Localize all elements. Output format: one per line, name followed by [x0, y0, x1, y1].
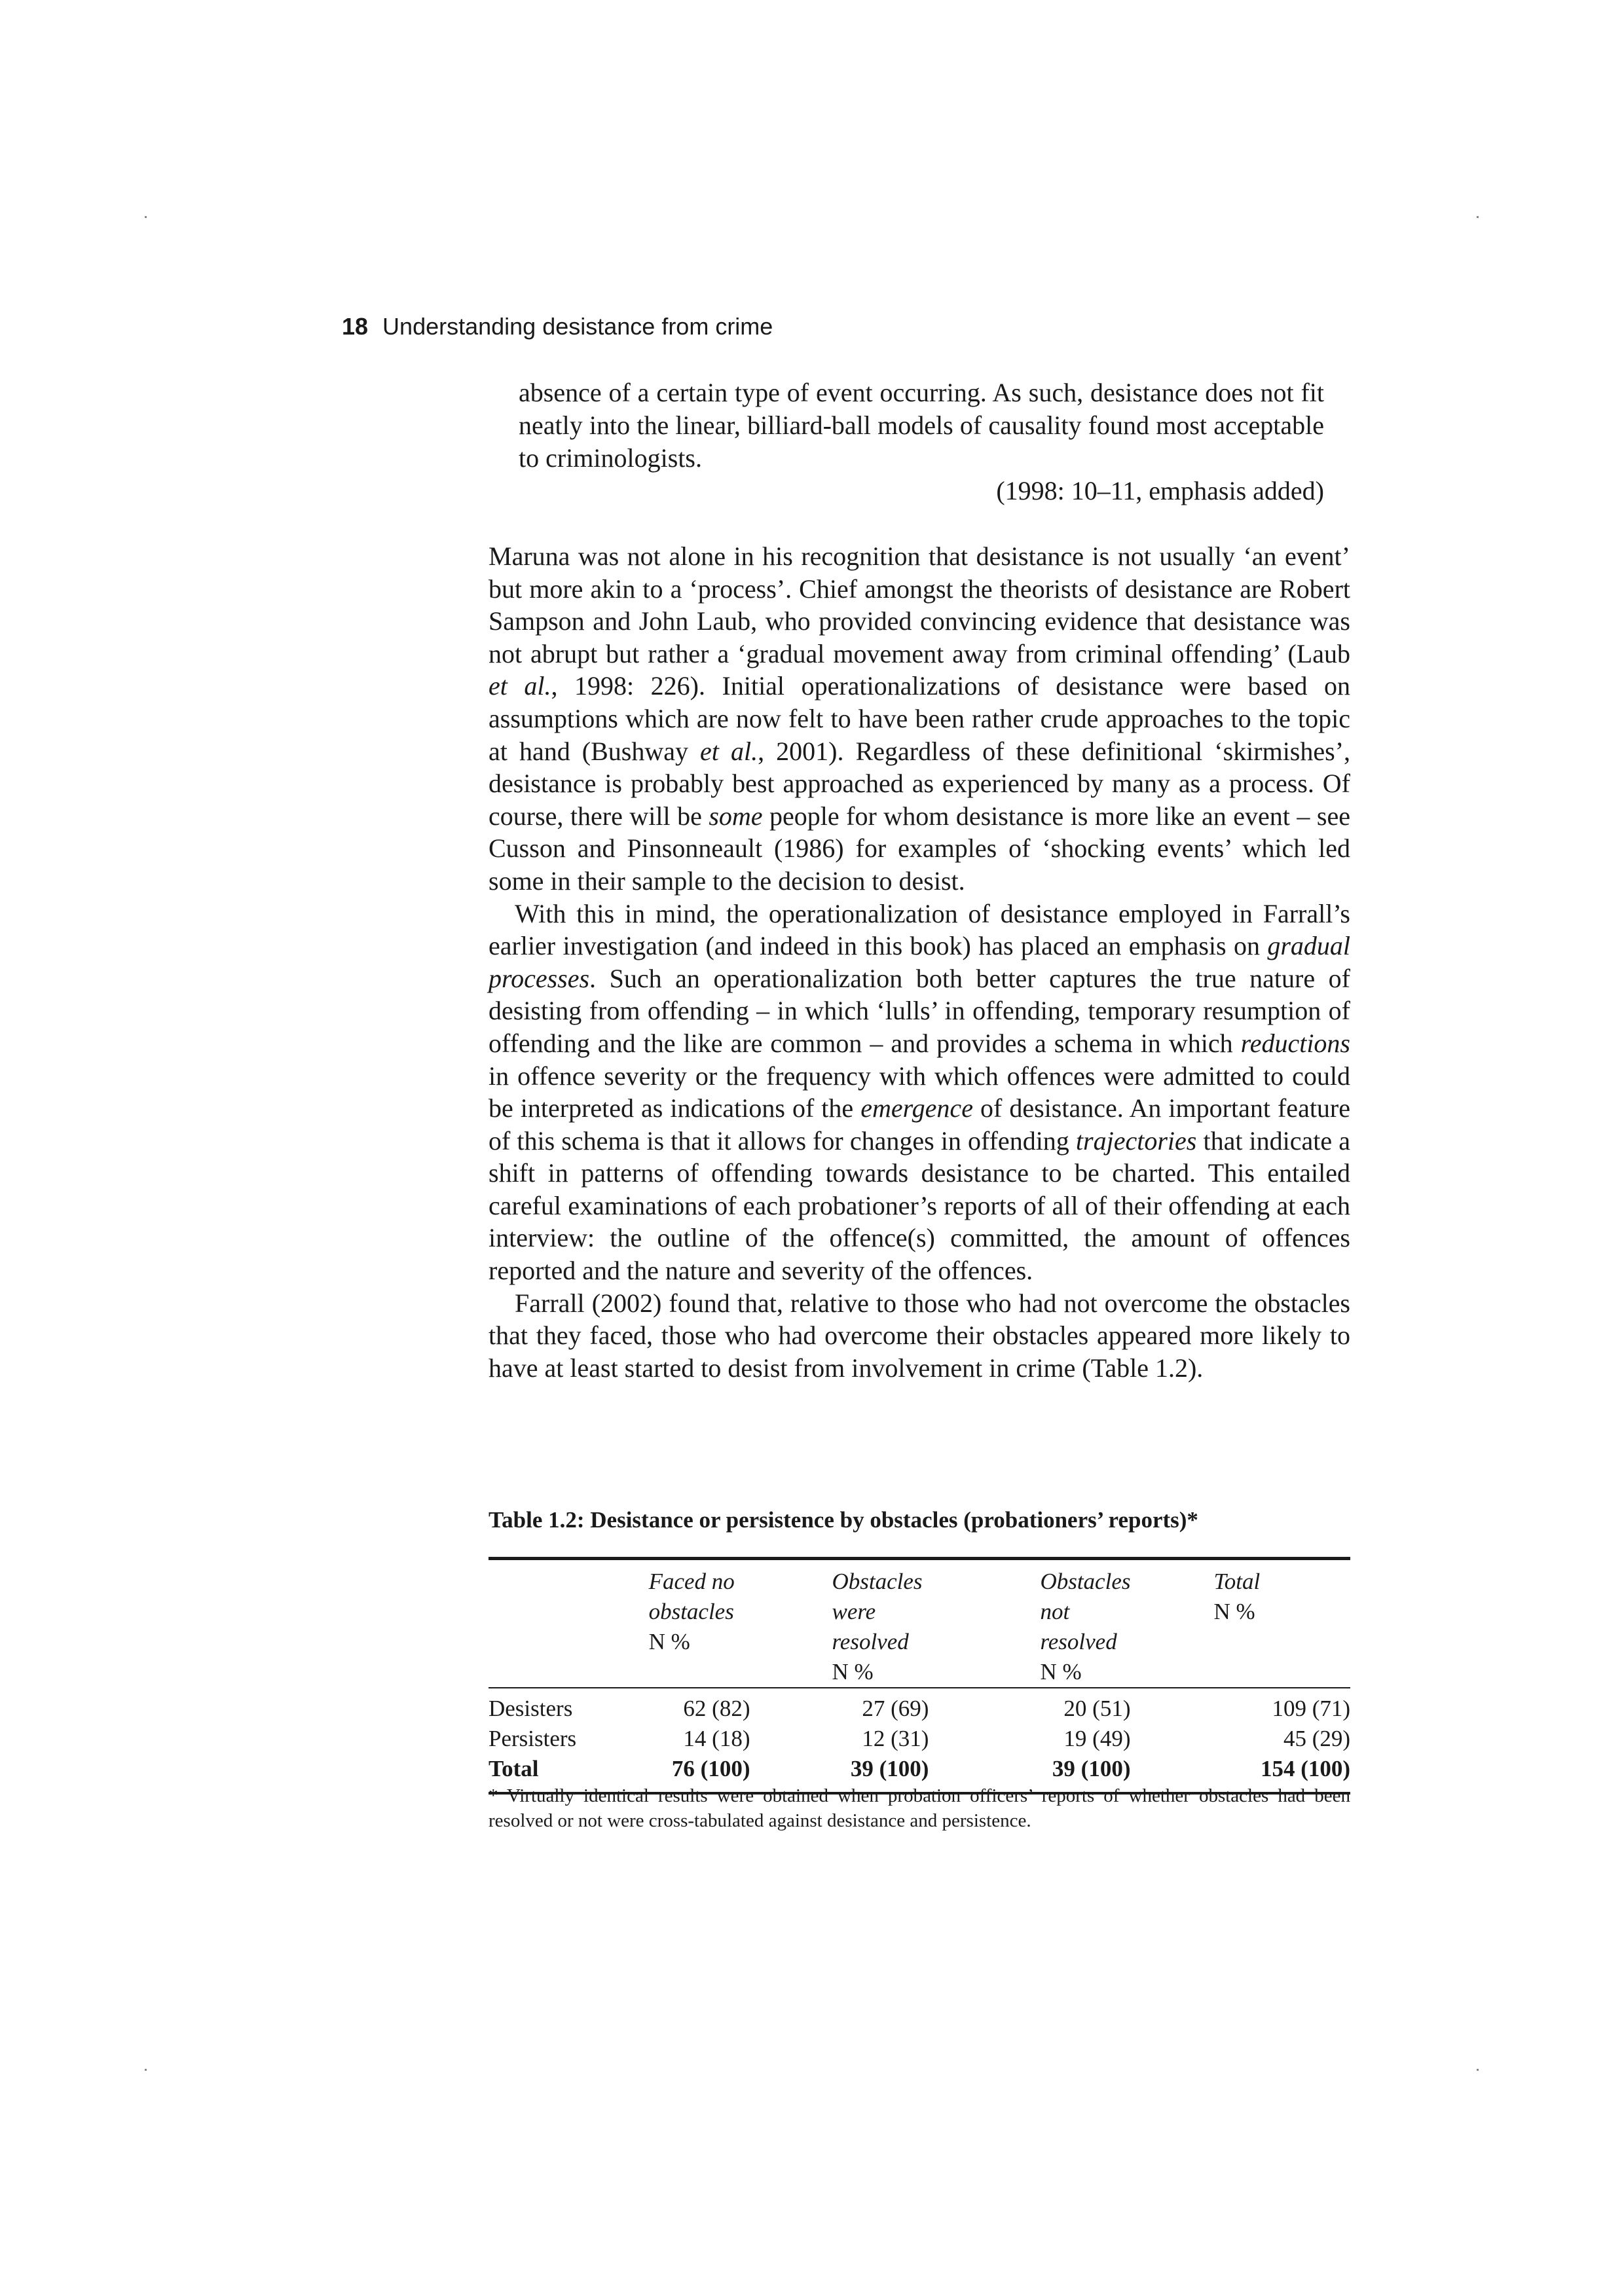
- table-cell: 39 (100): [850, 1756, 929, 1781]
- col-unit: N %: [648, 1629, 690, 1654]
- col-header-line: Faced no: [648, 1569, 735, 1594]
- quote-citation: (1998: 10–11, emphasis added): [996, 476, 1324, 505]
- table-footnote: * Virtually identical results were obtained when probation officers’ reports of whether obstacles had been resolved or not were cross-tabulated against desistance and persistence.: [489, 1785, 1350, 1831]
- col-header-line: Obstacles not: [1040, 1569, 1131, 1624]
- paragraph-2-text: . Such an operationalization both better captures the true nature of desisting from offending – in which ‘lulls’ in offending, temporary resumption of offending and the like are common – and provides a schema in which: [489, 963, 1350, 1058]
- paragraph-2-italic: emergence: [860, 1093, 973, 1123]
- crop-mark-top-right: [1477, 216, 1479, 218]
- col-header-total: [1130, 1560, 1350, 1688]
- table-cell: 27 (69): [862, 1696, 929, 1721]
- paragraph-2-text: With this in mind, the operationalization of desistance employed in Farrall’s earlier investigation (and indeed in this book) has placed an emphasis on: [489, 898, 1350, 961]
- crop-mark-bottom-left: [145, 2069, 147, 2071]
- table-row: [489, 1694, 1350, 1724]
- col-header-obstacles-not-resolved: [929, 1560, 1130, 1688]
- col-header-line: Total: [1213, 1569, 1261, 1594]
- paragraph-3: Farrall (2002) found that, relative to those who had not overcome the obstacles that they faced, those who had overcome their obstacles appeared more likely to have at least started to desist from involvement in crime (Table 1.2).: [489, 1288, 1350, 1383]
- col-header-line: Obstacles were: [832, 1569, 923, 1624]
- paragraph-2-italic: gradual processes: [489, 931, 1350, 993]
- col-unit: N %: [1040, 1659, 1082, 1685]
- paragraph-2-italic: reductions: [1240, 1028, 1350, 1058]
- paragraph-2-text: that indicate a shift in patterns of offending towards desistance to be charted. This entailed careful examinations of each probationer’s reports of all of their offending at each interview: the outline of the offence(s) committed, the amount of offences reported and the nature and severity of the offences.: [489, 1125, 1350, 1286]
- col-header-line: resolved: [1040, 1629, 1117, 1654]
- table-cell: 14 (18): [683, 1726, 750, 1751]
- table-cell: 76 (100): [671, 1756, 750, 1781]
- table-header-row: [489, 1560, 1350, 1688]
- table-cell: 154 (100): [1260, 1756, 1350, 1781]
- row-label: Desisters: [489, 1696, 573, 1721]
- table-cell: 20 (51): [1063, 1696, 1131, 1721]
- paragraph-1-italic: et al.: [700, 736, 758, 766]
- page-number: 18: [342, 313, 369, 340]
- paragraph-2-text: of desistance. An important feature of this schema is that it allows for changes in offending: [489, 1093, 1351, 1156]
- table-cell: 12 (31): [862, 1726, 929, 1751]
- paragraph-2-italic: trajectories: [1075, 1125, 1197, 1156]
- col-header-line: resolved: [832, 1629, 909, 1654]
- paragraph-1: [489, 540, 1350, 898]
- col-header-obstacles-resolved: [750, 1560, 929, 1688]
- paragraph-1-italic: some: [709, 801, 763, 831]
- table-cell: 19 (49): [1063, 1726, 1131, 1751]
- header-empty: [489, 1560, 649, 1688]
- paragraph-2: [489, 898, 1350, 1287]
- table-cell: 39 (100): [1052, 1756, 1131, 1781]
- body-text: [489, 540, 1350, 1384]
- paragraph-1-text: , 2001). Regardless of these definitional ‘skirmishes’, desistance is probably best approached as experienced by many as a process. Of course, there will be: [489, 736, 1351, 831]
- data-table: [489, 1557, 1350, 1795]
- col-unit: N %: [832, 1659, 874, 1685]
- table-cell: 109 (71): [1272, 1696, 1350, 1721]
- block-quote: [519, 376, 1324, 507]
- paragraph-1-italic: et al.: [489, 671, 551, 701]
- row-label: Persisters: [489, 1726, 577, 1751]
- crop-mark-bottom-right: [1477, 2069, 1479, 2071]
- paragraph-1-text: people for whom desistance is more like an event – see Cusson and Pinsonneault (1986) for examples of ‘shocking events’ which led some in their sample to the decision to desist.: [489, 801, 1350, 896]
- paragraph-2-text: in offence severity or the frequency with which offences were admitted to could be interpreted as indications of the: [489, 1061, 1350, 1123]
- col-header-line: obstacles: [648, 1599, 734, 1624]
- table-caption: Table 1.2: Desistance or persistence by obstacles (probationers’ reports)*: [489, 1507, 1198, 1533]
- paragraph-1-text: , 1998: 226). Initial operationalizations of desistance were based on assumptions which are now felt to have been rather crude approaches to the topic at hand (Bushway: [489, 671, 1351, 766]
- table-cell: 45 (29): [1283, 1726, 1350, 1751]
- quote-text: absence of a certain type of event occurring. As such, desistance does not fit neatly into the linear, billiard-ball models of causality found most acceptable to criminologists.: [519, 378, 1324, 473]
- table-row: [489, 1724, 1350, 1754]
- paragraph-1-text: Maruna was not alone in his recognition that desistance is not usually ‘an event’ but more akin to a ‘process’. Chief amongst the theorists of desistance are Robert Sampson and John Laub, who provided convincing evidence that desistance was not abrupt but rather a ‘gradual movement away from criminal offending’ (Laub: [489, 541, 1350, 668]
- row-label: Total: [489, 1756, 539, 1781]
- running-head: [342, 313, 773, 340]
- table-cell: 62 (82): [683, 1696, 750, 1721]
- col-unit: N %: [1213, 1599, 1255, 1624]
- crop-mark-top-left: [145, 216, 147, 218]
- col-header-faced-no-obstacles: [649, 1560, 750, 1688]
- running-title: Understanding desistance from crime: [382, 313, 773, 340]
